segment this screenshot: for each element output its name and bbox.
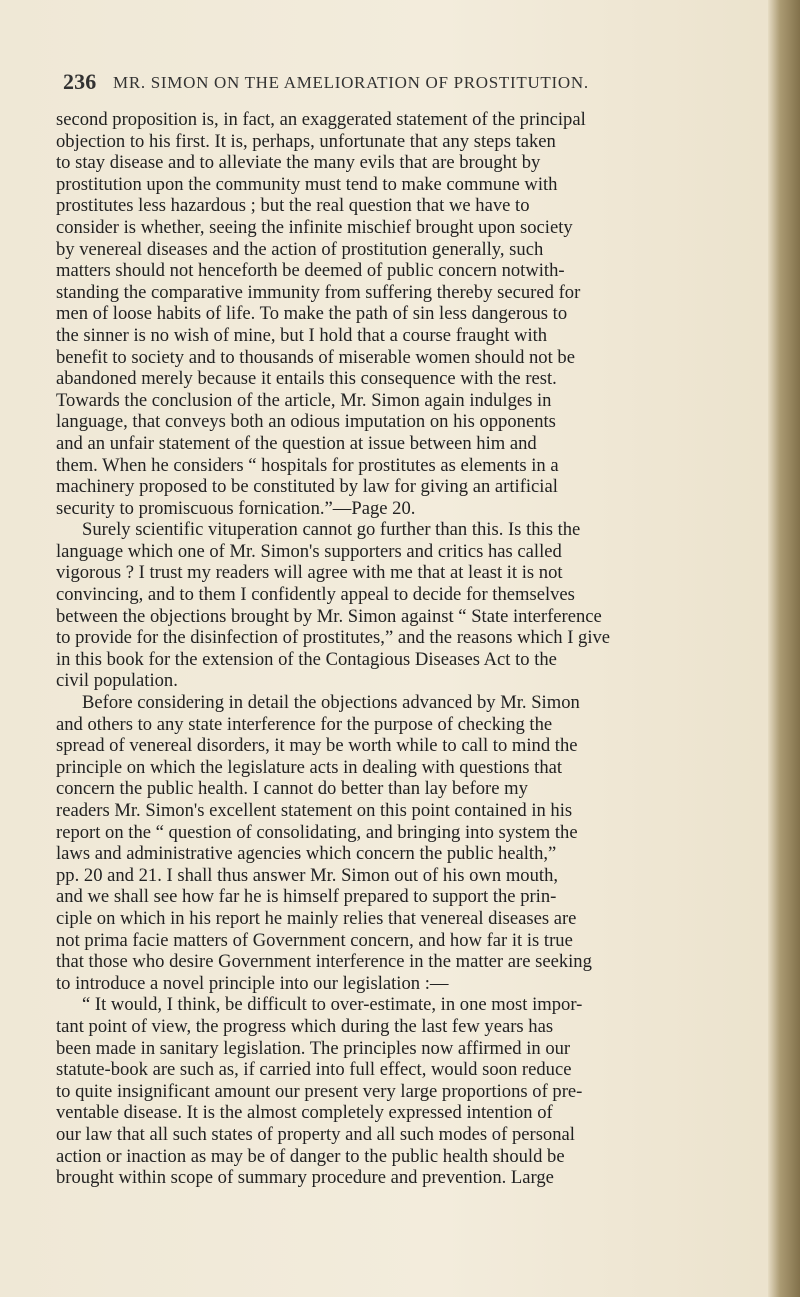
body-text bbox=[56, 109, 744, 1189]
text-line: machinery proposed to be constituted by law for giving an artificial bbox=[56, 476, 558, 498]
text-line: our law that all such states of property and all such modes of personal bbox=[56, 1123, 575, 1145]
text-line: that those who desire Government interference in the matter are seeking bbox=[56, 951, 592, 973]
text-line: principle on which the legislature acts in dealing with questions that bbox=[56, 756, 563, 778]
text-line: convincing, and to them I confidently appeal to decide for themselves bbox=[56, 584, 575, 606]
text-line: men of loose habits of life. To make the path of sin less dangerous to bbox=[56, 303, 568, 325]
text-line: and others to any state interference for the purpose of checking the bbox=[56, 713, 553, 735]
text-line: not prima facie matters of Government concern, and how far it is true bbox=[56, 929, 573, 951]
text-line: pp. 20 and 21. I shall thus answer Mr. Simon out of his own mouth, bbox=[56, 864, 559, 886]
text-line: in this book for the extension of the Contagious Diseases Act to the bbox=[56, 648, 557, 670]
text-line: and an unfair statement of the question at issue between him and bbox=[56, 432, 537, 454]
text-line: readers Mr. Simon's excellent statement on this point contained in his bbox=[56, 800, 573, 821]
text-line: between the objections brought by Mr. Simon against “ State interference bbox=[56, 605, 602, 627]
text-line: spread of venereal disorders, it may be worth while to call to mind the bbox=[56, 735, 578, 757]
page-edge bbox=[768, 0, 800, 1297]
text-line: report on the “ question of consolidating, and bringing into system the bbox=[56, 821, 578, 843]
text-line: been made in sanitary legislation. The principles now affirmed in our bbox=[56, 1037, 571, 1059]
text-line: concern the public health. I cannot do better than lay before my bbox=[56, 778, 528, 800]
text-line: prostitutes less hazardous ; but the real question that we have to bbox=[56, 195, 530, 217]
running-head-title: MR. SIMON ON THE AMELIORATION OF PROSTITUTION. bbox=[113, 73, 589, 92]
text-line: vigorous ? I trust my readers will agree with me that at least it is not bbox=[56, 562, 563, 584]
text-line: benefit to society and to thousands of miserable women should not be bbox=[56, 346, 575, 368]
text-line: language, that conveys both an odious imputation on his opponents bbox=[56, 411, 556, 433]
text-line: action or inaction as may be of danger to the public health should be bbox=[56, 1145, 565, 1167]
text-line: Surely scientific vituperation cannot go further than this. Is this the bbox=[82, 519, 581, 541]
text-line: abandoned merely because it entails this consequence with the rest. bbox=[56, 368, 557, 390]
text-line: Towards the conclusion of the article, Mr. Simon again indulges in bbox=[56, 389, 552, 411]
text-line: to introduce a novel principle into our legislation :— bbox=[56, 972, 449, 994]
text-line: to stay disease and to alleviate the many evils that are brought by bbox=[56, 152, 541, 174]
text-line: them. When he considers “ hospitals for prostitutes as elements in a bbox=[56, 454, 559, 476]
text-line: second proposition is, in fact, an exaggerated statement of the principal bbox=[56, 109, 586, 130]
text-line: language which one of Mr. Simon's supporters and critics has called bbox=[56, 540, 562, 562]
text-line: tant point of view, the progress which during the last few years has bbox=[56, 1015, 554, 1037]
text-line: by venereal diseases and the action of prostitution generally, such bbox=[56, 238, 544, 260]
text-line: to quite insignificant amount our present very large proportions of pre- bbox=[56, 1080, 583, 1102]
text-line: brought within scope of summary procedure and prevention. Large bbox=[56, 1167, 554, 1189]
text-line: ventable disease. It is the almost completely expressed intention of bbox=[56, 1102, 553, 1124]
text-line: prostitution upon the community must tend to make commune with bbox=[56, 173, 558, 195]
text-line: standing the comparative immunity from suffering thereby secured for bbox=[56, 281, 581, 303]
text-line: and we shall see how far he is himself prepared to support the prin- bbox=[56, 886, 557, 908]
text-line: civil population. bbox=[56, 670, 178, 692]
text-line: security to promiscuous fornication.”—Page 20. bbox=[56, 497, 416, 519]
text-line: laws and administrative agencies which concern the public health,” bbox=[56, 843, 557, 865]
text-line: consider is whether, seeing the infinite mischief brought upon society bbox=[56, 216, 573, 238]
text-line: objection to his first. It is, perhaps, unfortunate that any steps taken bbox=[56, 130, 556, 152]
text-line: ciple on which in his report he mainly relies that venereal diseases are bbox=[56, 907, 577, 929]
text-line: statute-book are such as, if carried into full effect, would soon reduce bbox=[56, 1059, 572, 1081]
text-line: to provide for the disinfection of prostitutes,” and the reasons which I give bbox=[56, 627, 611, 649]
text-line: “ It would, I think, be difficult to over-estimate, in one most impor- bbox=[82, 994, 583, 1016]
page-number: 236 bbox=[63, 69, 97, 94]
text-line: the sinner is no wish of mine, but I hold that a course fraught with bbox=[56, 324, 548, 346]
text-line: Before considering in detail the objections advanced by Mr. Simon bbox=[82, 692, 580, 714]
text-line: matters should not henceforth be deemed of public concern notwith- bbox=[56, 260, 565, 282]
